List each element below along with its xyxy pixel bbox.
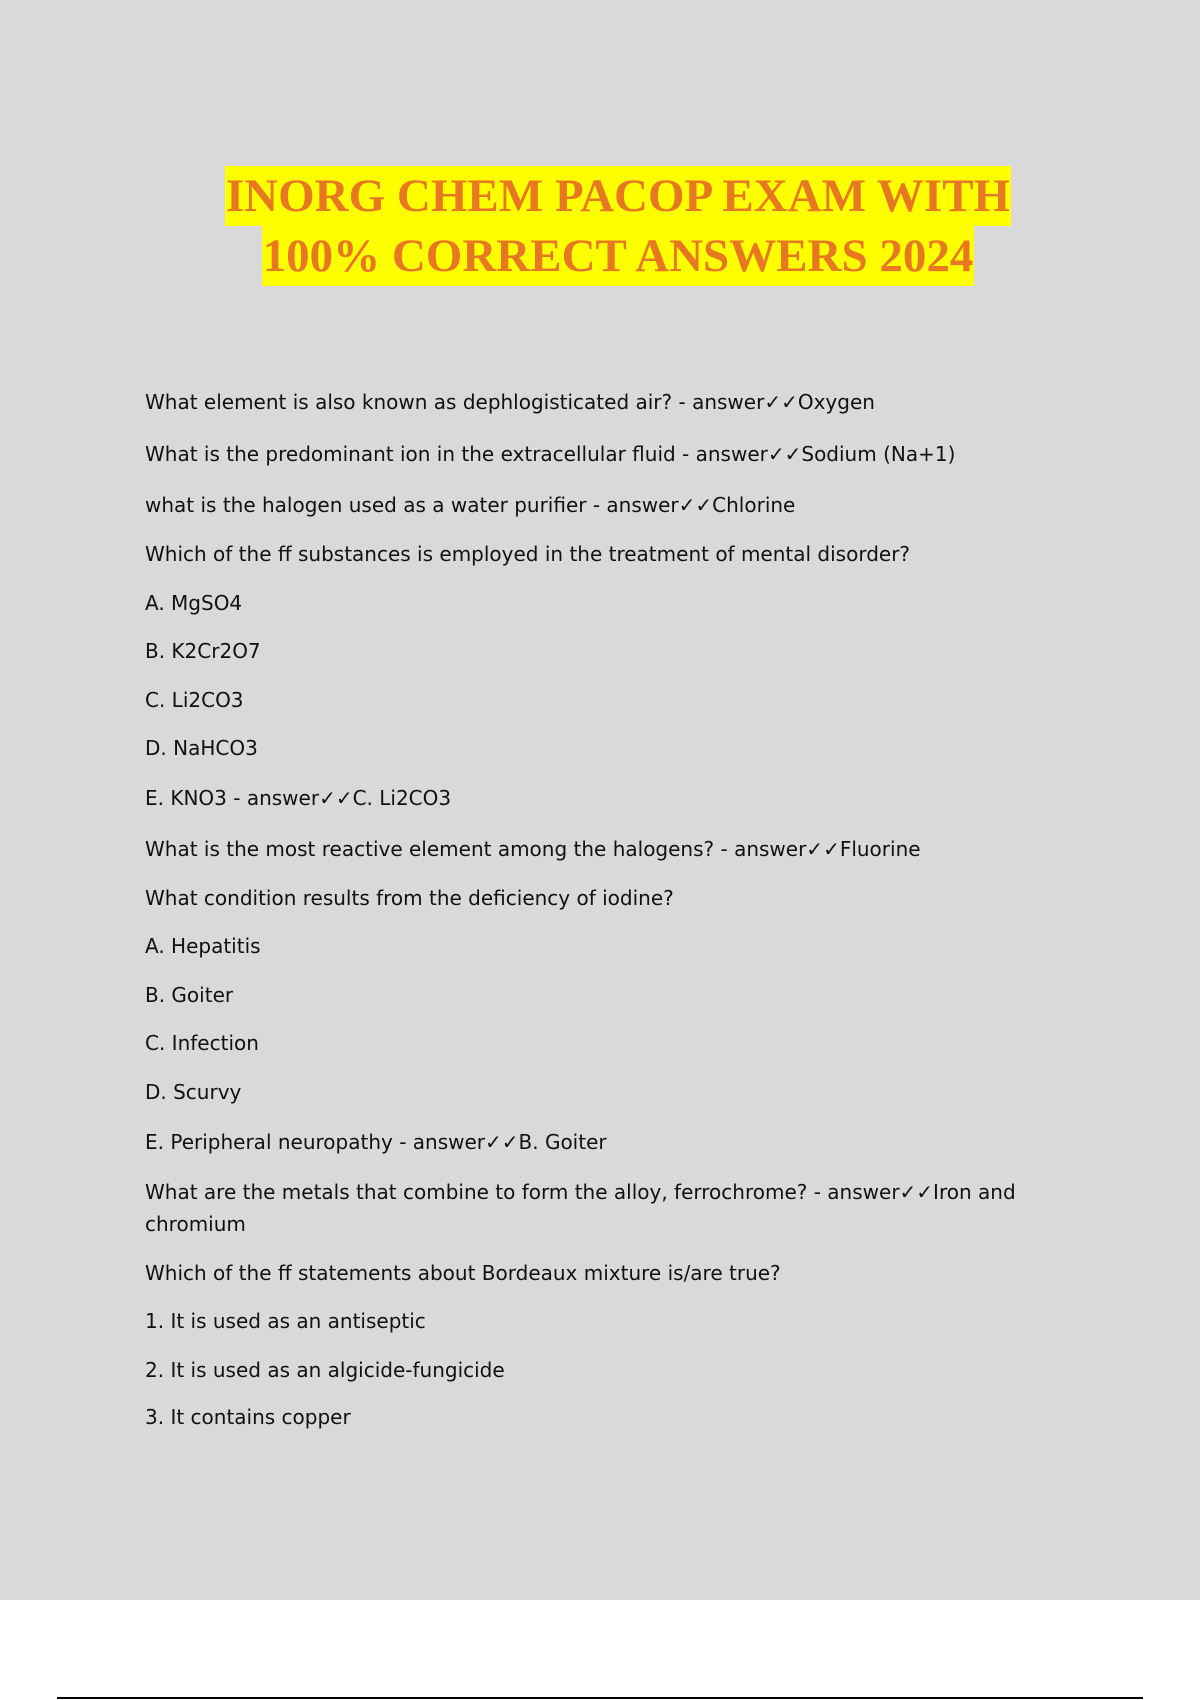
question-1: What element is also known as dephlogisticated air? - answer✓✓Oxygen [145,390,875,414]
option-4d: D. NaHCO3 [145,736,258,760]
option-6e-answer: E. Peripheral neuropathy - answer✓✓B. Goiter [145,1130,607,1154]
option-6c: C. Infection [145,1031,259,1055]
question-7: What are the metals that combine to form the alloy, ferrochrome? - answer✓✓Iron and chromium [145,1180,1016,1236]
question-8: Which of the ff statements about Bordeaux mixture is/are true? [145,1261,781,1285]
question-2: What is the predominant ion in the extracellular fluid - answer✓✓Sodium (Na+1) [145,442,956,466]
statement-8-3: 3. It contains copper [145,1405,351,1429]
option-4c: C. Li2CO3 [145,688,244,712]
title-line-2: 100% CORRECT ANSWERS 2024 [262,226,975,286]
option-6b: B. Goiter [145,983,234,1007]
title-line-1: INORG CHEM PACOP EXAM WITH [225,166,1011,226]
option-6d: D. Scurvy [145,1080,242,1104]
option-4e-answer: E. KNO3 - answer✓✓C. Li2CO3 [145,786,452,810]
question-4: Which of the ff substances is employed in the treatment of mental disorder? [145,542,911,566]
question-5: What is the most reactive element among the halogens? - answer✓✓Fluorine [145,837,921,861]
footer-divider [57,1697,1143,1699]
document-title [0,166,1200,286]
question-3: what is the halogen used as a water purifier - answer✓✓Chlorine [145,493,796,517]
statement-8-2: 2. It is used as an algicide-fungicide [145,1358,505,1382]
option-4b: B. K2Cr2O7 [145,639,261,663]
option-6a: A. Hepatitis [145,934,261,958]
option-4a: A. MgSO4 [145,591,243,615]
question-6: What condition results from the deficiency of iodine? [145,886,674,910]
statement-8-1: 1. It is used as an antiseptic [145,1309,426,1333]
